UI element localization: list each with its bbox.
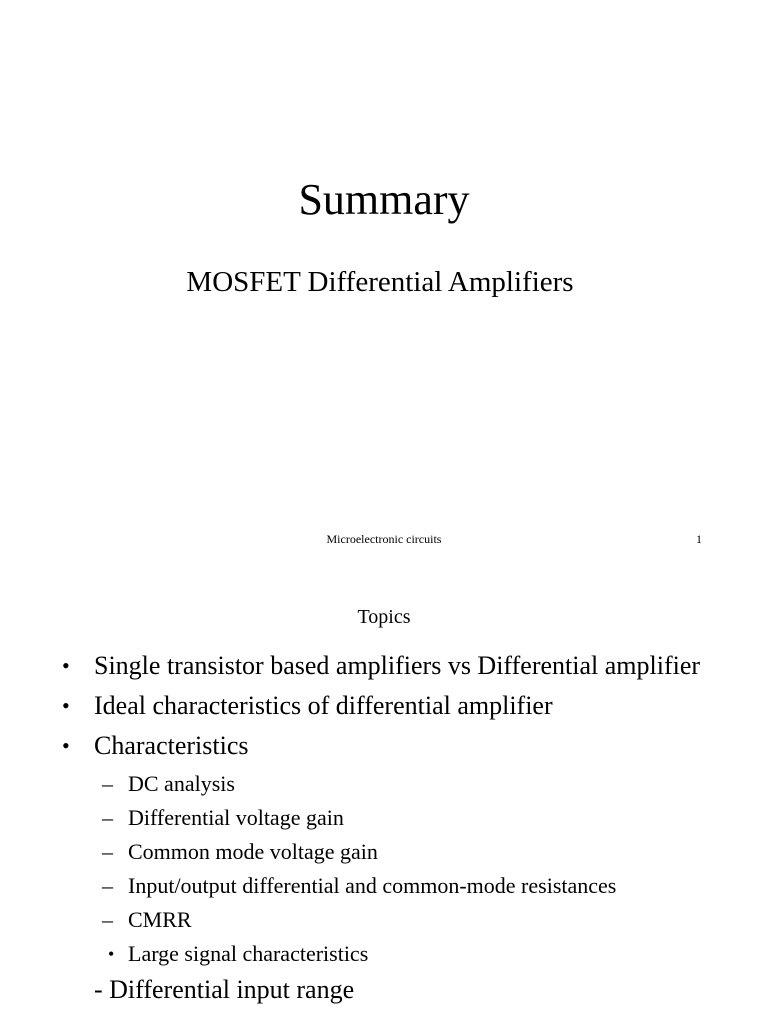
sub-list-item bbox=[0, 872, 768, 900]
sub-list-item bbox=[0, 838, 768, 866]
bullet-icon: • bbox=[62, 693, 70, 718]
slide-subtitle: MOSFET Differential Amplifiers bbox=[186, 266, 574, 298]
sub-list-item bbox=[0, 804, 768, 832]
bullet-icon: • bbox=[108, 944, 115, 964]
list-item bbox=[0, 730, 768, 762]
sub-bullet-text: Differential voltage gain bbox=[128, 805, 344, 830]
dash-icon: – bbox=[102, 873, 113, 898]
slide-footer: Microelectronic circuits bbox=[326, 532, 442, 546]
dash-icon: – bbox=[102, 771, 113, 796]
sub-bullet-text: CMRR bbox=[128, 907, 192, 932]
dash-icon: – bbox=[102, 907, 113, 932]
list-item bbox=[0, 650, 768, 682]
sub-list-item bbox=[0, 940, 768, 968]
sub-list-item bbox=[0, 906, 768, 934]
bullet-icon: • bbox=[62, 653, 70, 678]
sub-bullet-text: DC analysis bbox=[128, 771, 235, 796]
bullet-text: Single transistor based amplifiers vs Differential amplifier bbox=[94, 651, 701, 680]
sub-bullet-text: Common mode voltage gain bbox=[128, 839, 378, 864]
list-item bbox=[0, 974, 768, 1006]
sub-bullet-text: Input/output differential and common-mode resistances bbox=[128, 873, 617, 898]
sub-list-item bbox=[0, 770, 768, 798]
bullet-text: Characteristics bbox=[94, 731, 249, 760]
bullet-text: Ideal characteristics of differential amplifier bbox=[94, 691, 553, 720]
dash-icon: – bbox=[102, 839, 113, 864]
topic-list bbox=[0, 650, 768, 1006]
sub-bullet-text: Large signal characteristics bbox=[128, 941, 369, 966]
dash-icon: – bbox=[102, 805, 113, 830]
page-number: 1 bbox=[696, 532, 702, 546]
slide-2 bbox=[0, 576, 768, 1024]
list-item bbox=[0, 690, 768, 722]
slide-title: Topics bbox=[357, 606, 411, 628]
extra-line-text: - Differential input range bbox=[94, 975, 355, 1004]
bullet-icon: • bbox=[62, 733, 70, 758]
slide-title: Summary bbox=[298, 175, 470, 224]
